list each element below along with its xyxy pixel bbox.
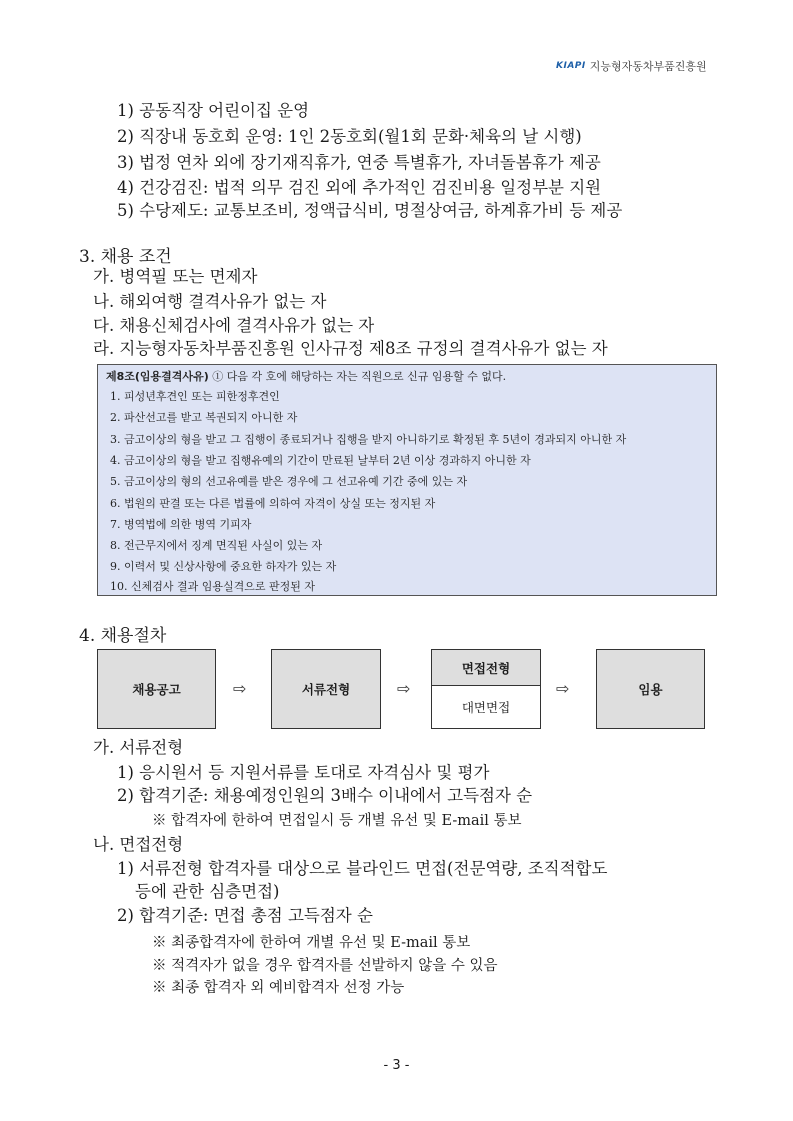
welfare-item-2: 2) 직장내 동호회 운영: 1인 2동호회(월1회 문화·체육의 날 시행) <box>117 127 582 146</box>
interview-item-2: 2) 합격기준: 면접 총점 고득점자 순 <box>117 906 373 925</box>
condition-item-4: 라. 지능형자동차부품진흥원 인사규정 제8조 규정의 결격사유가 없는 자 <box>93 339 608 358</box>
regulation-item-6: 6. 법원의 판결 또는 다른 법률에 의하여 자격이 상실 또는 정지된 자 <box>110 497 436 510</box>
org-name: 지능형자동차부품진흥원 <box>589 60 707 73</box>
step-interview <box>431 649 541 729</box>
regulation-title-bold: 제8조(임용결격사유) <box>106 370 209 383</box>
kiapi-logo: KIAPI <box>556 61 586 71</box>
regulation-item-8: 8. 전근무지에서 징계 면직된 사실이 있는 자 <box>110 539 323 552</box>
condition-item-1: 가. 병역필 또는 면제자 <box>93 267 258 286</box>
step-job-posting: 채용공고 <box>97 649 216 729</box>
regulation-title <box>106 370 506 384</box>
regulation-title-rest: ① 다음 각 호에 해당하는 자는 직원으로 신규 임용할 수 없다. <box>208 370 507 383</box>
welfare-item-3: 3) 법정 연차 외에 장기재직휴가, 연중 특별휴가, 자녀돌봄휴가 제공 <box>117 153 601 172</box>
step-appointment: 임용 <box>596 649 705 729</box>
step-interview-title: 면접전형 <box>432 650 540 686</box>
doc-screening-heading: 가. 서류전형 <box>93 738 184 757</box>
condition-item-3: 다. 채용신체검사에 결격사유가 없는 자 <box>93 316 375 335</box>
welfare-item-5: 5) 수당제도: 교통보조비, 정액급식비, 명절상여금, 하계휴가비 등 제공 <box>117 201 623 220</box>
arrow-3: ⇨ <box>556 679 570 698</box>
step-document-screening: 서류전형 <box>271 649 381 729</box>
step-interview-sub: 대면면접 <box>461 700 511 715</box>
regulation-item-7: 7. 병역법에 의한 병역 기피자 <box>110 518 252 531</box>
interview-item-1-line-2: 등에 관한 심층면접) <box>135 882 280 901</box>
header-logo <box>556 58 707 74</box>
regulation-item-9: 9. 이력서 및 신상사항에 중요한 하자가 있는 자 <box>110 560 337 573</box>
interview-item-1-line-1: 1) 서류전형 합격자를 대상으로 블라인드 면접(전문역량, 조직적합도 <box>117 859 608 878</box>
page-number: - 3 - <box>383 1058 410 1073</box>
regulation-item-3: 3. 금고이상의 형을 받고 그 집행이 종료되거나 집행을 받지 아니하기로 확정된 후 5년이 경과되지 아니한 자 <box>110 433 627 446</box>
doc-screening-note: ※ 합격자에 한하여 면접일시 등 개별 유선 및 E-mail 통보 <box>152 813 522 829</box>
regulation-item-10: 10. 신체검사 결과 임용실격으로 판정된 자 <box>110 580 315 593</box>
welfare-item-4: 4) 건강검진: 법적 의무 검진 외에 추가적인 검진비용 일정부분 지원 <box>117 178 602 197</box>
process-heading: 4. 채용절차 <box>79 626 167 646</box>
interview-note-3: ※ 최종 합격자 외 예비합격자 선정 가능 <box>152 980 405 996</box>
condition-item-2: 나. 해외여행 결격사유가 없는 자 <box>93 292 327 311</box>
arrow-2: ⇨ <box>397 679 411 698</box>
interview-note-1: ※ 최종합격자에 한하여 개별 유선 및 E-mail 통보 <box>152 935 471 951</box>
interview-heading: 나. 면접전형 <box>93 835 184 854</box>
arrow-1: ⇨ <box>233 679 247 698</box>
regulation-item-2: 2. 파산선고를 받고 복권되지 아니한 자 <box>110 411 298 424</box>
conditions-heading: 3. 채용 조건 <box>79 247 172 267</box>
regulation-box <box>97 364 717 596</box>
regulation-item-4: 4. 금고이상의 형을 받고 집행유예의 기간이 만료된 날부터 2년 이상 경과하지 아니한 자 <box>110 454 531 467</box>
regulation-item-5: 5. 금고이상의 형의 선고유예를 받은 경우에 그 선고유예 기간 중에 있는 자 <box>110 475 468 488</box>
doc-screening-item-1: 1) 응시원서 등 지원서류를 토대로 자격심사 및 평가 <box>117 763 490 782</box>
regulation-item-1: 1. 피성년후견인 또는 피한정후견인 <box>110 390 280 403</box>
welfare-item-1: 1) 공동직장 어린이집 운영 <box>117 101 310 120</box>
doc-screening-item-2: 2) 합격기준: 채용예정인원의 3배수 이내에서 고득점자 순 <box>117 786 533 805</box>
interview-note-2: ※ 적격자가 없을 경우 합격자를 선발하지 않을 수 있음 <box>152 958 498 974</box>
